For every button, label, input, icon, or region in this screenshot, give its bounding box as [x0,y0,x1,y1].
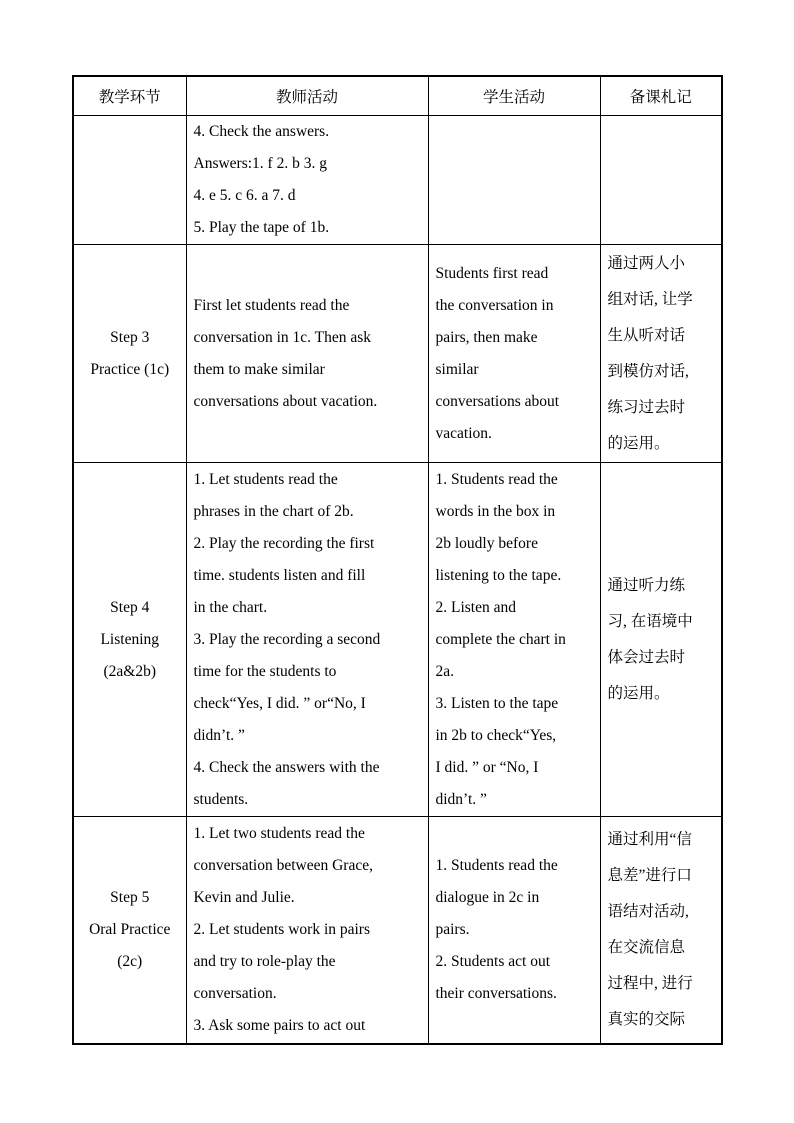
table-row [73,245,722,463]
student-line: 2a. [435,662,455,680]
lesson-plan-table [72,75,723,1045]
teacher-line: 5. Play the tape of 1b. [193,219,330,236]
step-cell [73,817,186,1044]
teacher-line: in the chart. [193,598,268,616]
teacher-line: 4. Check the answers with the [193,758,380,776]
student-activity-cell [428,817,600,1044]
student-line: similar [435,360,479,378]
student-line: in 2b to check“Yes, [435,726,557,744]
step-cell [73,463,186,817]
student-line: 2. Listen and [435,598,516,616]
header-teacher-activity: 教师活动 [186,76,428,116]
notes-line: 通过利用“信 [607,830,692,848]
table-row [73,116,722,245]
teacher-line: 4. Check the answers. [193,123,330,140]
teacher-line: 2. Play the recording the first [193,534,375,552]
teacher-line: check“Yes, I did. ” or“No, I [193,694,366,712]
header-teaching-stage: 教学环节 [73,76,186,116]
student-line: 1. Students read the [435,470,558,488]
teacher-line: 1. Let two students read the [193,824,365,842]
student-line: complete the chart in [435,630,566,648]
student-activity-cell [428,245,600,463]
teacher-line: 3. Play the recording a second [193,630,381,648]
teacher-line: conversation in 1c. Then ask [193,328,371,346]
notes-cell [600,463,722,817]
student-line: conversations about [435,392,560,410]
student-line: 1. Students read the [435,856,558,874]
notes-line: 组对话, 让学 [607,290,693,308]
student-activity-cell [428,116,600,245]
student-line: pairs, then make [435,328,538,346]
notes-line: 体会过去时 [607,648,686,666]
teacher-line: conversations about vacation. [193,392,378,410]
teacher-line: and try to role-play the [193,952,336,970]
notes-line: 练习过去时 [607,398,686,416]
step-line: Oral Practice [89,920,171,938]
student-line: didn’t. ” [435,790,487,808]
student-line: words in the box in [435,502,556,520]
teacher-activity-cell [186,817,428,1044]
header-student-activity: 学生活动 [428,76,600,116]
student-line: listening to the tape. [435,566,562,584]
student-line: vacation. [435,424,492,442]
teacher-line: Kevin and Julie. [193,888,295,906]
student-line: Students first read [435,264,549,282]
student-line: their conversations. [435,984,557,1002]
step-cell [73,245,186,463]
teacher-line: conversation between Grace, [193,856,373,874]
notes-line: 在交流信息 [607,938,686,956]
teacher-line: 4. e 5. c 6. a 7. d [193,187,296,204]
student-line: pairs. [435,920,470,938]
teacher-line: 1. Let students read the [193,470,338,488]
table-header-row [73,76,722,116]
step-line: (2a&2b) [103,662,156,680]
teacher-line: didn’t. ” [193,726,245,744]
student-line: I did. ” or “No, I [435,758,539,776]
notes-line: 语结对活动, [607,902,689,920]
notes-line: 生从听对话 [607,326,686,344]
notes-line: 的运用。 [607,684,670,702]
notes-cell [600,817,722,1044]
student-line: dialogue in 2c in [435,888,540,906]
notes-line: 真实的交际 [607,1010,686,1028]
notes-line: 过程中, 进行 [607,974,693,992]
teacher-line: Answers:1. f 2. b 3. g [193,155,327,172]
notes-cell [600,245,722,463]
student-line: 2. Students act out [435,952,551,970]
notes-line: 通过两人小 [607,254,686,272]
notes-line: 到模仿对话, [607,362,689,380]
teacher-line: them to make similar [193,360,325,378]
student-line: the conversation in [435,296,554,314]
teacher-line: First let students read the [193,296,350,314]
notes-cell [600,116,722,245]
teacher-activity-cell [186,116,428,245]
header-lesson-notes: 备课札记 [600,76,722,116]
teacher-line: students. [193,790,249,808]
step-cell [73,116,186,245]
step-line: Step 3 [110,328,150,346]
notes-line: 习, 在语境中 [607,612,693,630]
notes-line: 通过听力练 [607,576,686,594]
notes-line: 息差”进行口 [607,866,692,884]
step-line: Step 4 [110,598,150,616]
teacher-line: phrases in the chart of 2b. [193,502,354,520]
step-line: Step 5 [110,888,150,906]
student-line: 2b loudly before [435,534,538,552]
step-line: (2c) [117,952,143,970]
teacher-line: conversation. [193,984,277,1002]
table-row [73,817,722,1044]
notes-line: 的运用。 [607,434,670,452]
teacher-line: time for the students to [193,662,337,680]
teacher-activity-cell [186,463,428,817]
step-line: Listening [100,630,160,648]
step-line: Practice (1c) [90,360,170,378]
student-activity-cell [428,463,600,817]
table-row [73,463,722,817]
student-line: 3. Listen to the tape [435,694,559,712]
teacher-line: 3. Ask some pairs to act out [193,1016,366,1034]
teacher-line: 2. Let students work in pairs [193,920,371,938]
teacher-activity-cell [186,245,428,463]
teacher-line: time. students listen and fill [193,566,366,584]
